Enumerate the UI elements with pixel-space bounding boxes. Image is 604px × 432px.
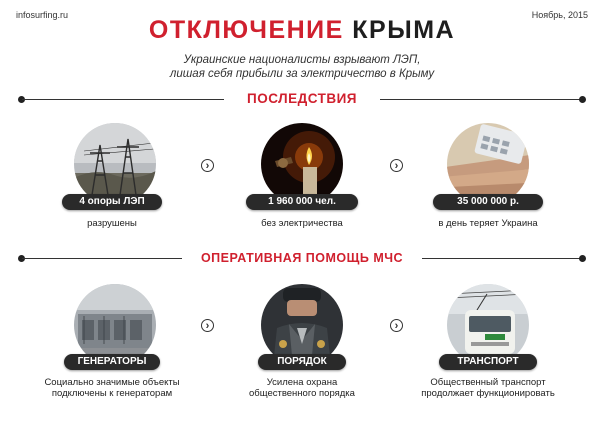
subtitle-line-1: Украинские националисты взрывают ЛЭП, — [183, 54, 421, 66]
action-caption — [227, 377, 377, 399]
section-line-right-dot — [579, 255, 586, 262]
title-dark-part: КРЫМА — [352, 16, 456, 44]
subtitle-line-2: лишая себя прибыли за электричество в Крыму — [169, 68, 435, 80]
arrow-right-icon: › — [390, 319, 403, 332]
action-pill: ГЕНЕРАТОРЫ — [64, 354, 160, 370]
stat-pill: 35 000 000 р. — [433, 194, 543, 210]
action-pill: ПОРЯДОК — [258, 354, 346, 370]
caption-line-2: подключены к генераторам — [51, 388, 173, 399]
page-subtitle — [0, 53, 604, 81]
section-title: ПОСЛЕДСТВИЯ — [224, 91, 380, 107]
stat-caption: без электричества — [261, 218, 343, 229]
caption-line-2: общественного порядка — [249, 388, 355, 399]
caption-line-2: продолжает функционировать — [421, 388, 555, 399]
section-header-consequences — [18, 91, 586, 107]
site-name: infosurfing.ru — [16, 10, 69, 20]
power-towers-image — [74, 123, 156, 205]
stat-pill: 1 960 000 чел. — [246, 194, 358, 210]
arrow-right-icon: › — [201, 159, 214, 172]
stat-caption: в день теряет Украина — [438, 218, 538, 229]
stat-pill: 4 опоры ЛЭП — [62, 194, 162, 210]
action-pill: ТРАНСПОРТ — [439, 354, 537, 370]
money-calculator-image — [447, 123, 529, 205]
candle-image — [261, 123, 343, 205]
section-line-right-dot — [579, 96, 586, 103]
action-caption — [413, 377, 563, 399]
section-header-emergency-help — [18, 250, 586, 266]
action-caption — [37, 377, 187, 399]
arrow-right-icon: › — [201, 319, 214, 332]
caption-line-1: Усилена охрана — [266, 377, 338, 388]
title-red-part: ОТКЛЮЧЕНИЕ — [148, 16, 344, 44]
caption-line-1: Общественный транспорт — [430, 377, 546, 388]
stat-caption: разрушены — [87, 218, 137, 229]
page-title — [0, 16, 604, 45]
caption-line-1: Социально значимые объекты — [44, 377, 180, 388]
publication-date: Ноябрь, 2015 — [531, 10, 588, 20]
section-title: ОПЕРАТИВНАЯ ПОМОЩЬ МЧС — [182, 250, 422, 266]
arrow-right-icon: › — [390, 159, 403, 172]
